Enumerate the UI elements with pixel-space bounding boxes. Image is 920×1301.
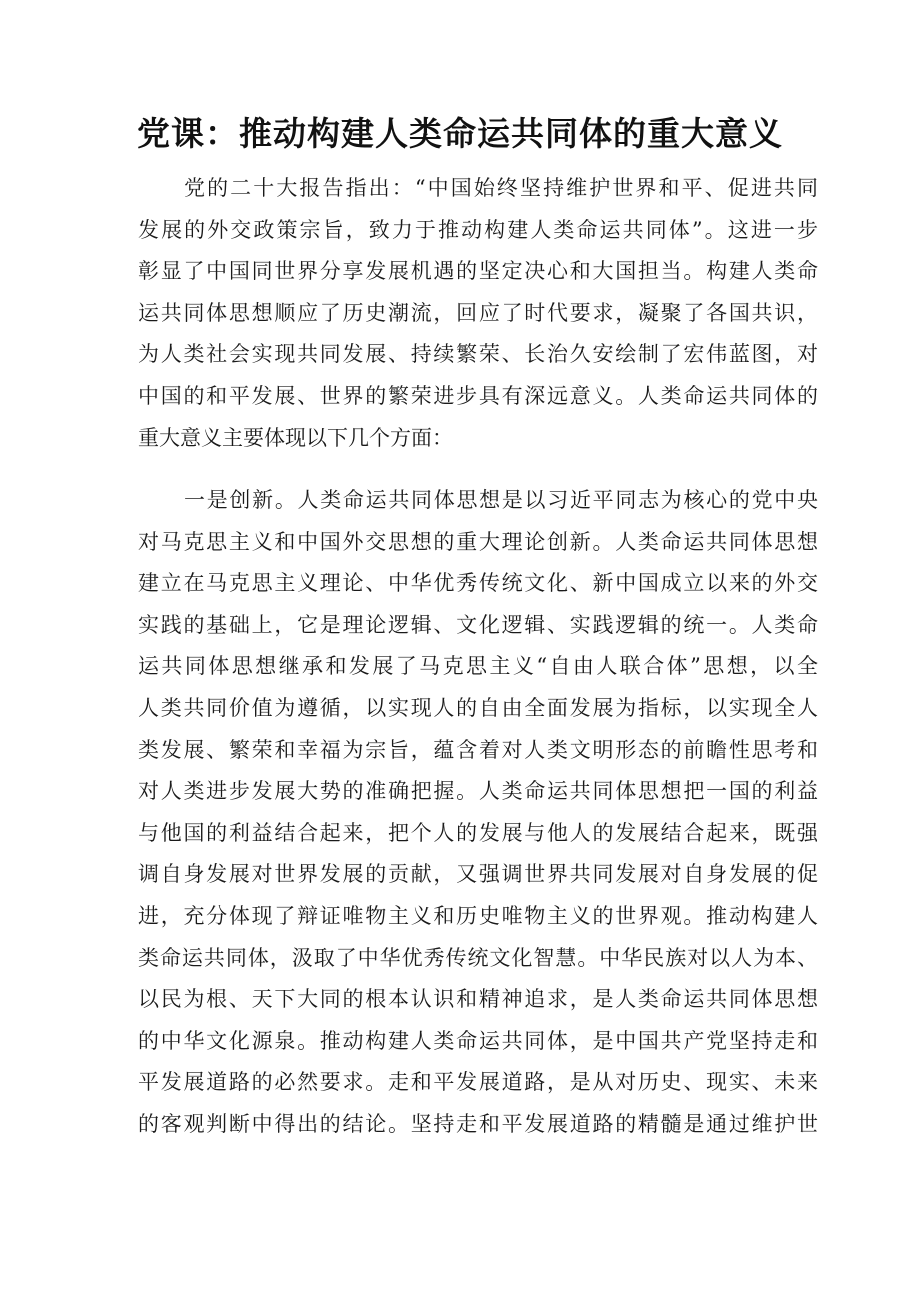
paragraph-line: 党的二十大报告指出：“中国始终坚持维护世界和平、促进共同 <box>184 176 818 200</box>
paragraph-line: 对人类进步发展大势的准确把握。人类命运共同体思想把一国的利益 <box>138 779 818 804</box>
paragraph-line: 一是创新。人类命运共同体思想是以习近平同志为核心的党中央 <box>184 488 818 512</box>
paragraph-line: 为人类社会实现共同发展、持续繁荣、长治久安绘制了宏伟蓝图，对 <box>138 342 818 367</box>
paragraph-line: 人类共同价值为遵循，以实现人的自由全面发展为指标，以实现全人 <box>138 695 818 720</box>
paragraph-intro <box>138 168 818 459</box>
paragraph-line: 中国的和平发展、世界的繁荣进步具有深远意义。人类命运共同体的 <box>138 383 818 408</box>
paragraph-line: 的中华文化源泉。推动构建人类命运共同体，是中国共产党坚持走和 <box>138 1028 818 1053</box>
paragraph-innovation <box>138 480 818 1146</box>
paragraph-line: 与他国的利益结合起来，把个人的发展与他人的发展结合起来，既强 <box>138 820 818 845</box>
paragraph-line: 的客观判断中得出的结论。坚持走和平发展道路的精髓是通过维护世 <box>138 1111 818 1136</box>
paragraph-line: 类发展、繁荣和幸福为宗旨，蕴含着对人类文明形态的前瞻性思考和 <box>138 737 818 762</box>
paragraph-line: 发展的外交政策宗旨，致力于推动构建人类命运共同体”。这进一步 <box>138 217 818 242</box>
paragraph-line: 以民为根、天下大同的根本认识和精神追求，是人类命运共同体思想 <box>138 987 818 1012</box>
paragraph-line: 运共同体思想顺应了历史潮流，回应了时代要求，凝聚了各国共识， <box>138 300 818 325</box>
paragraph-line: 建立在马克思主义理论、中华优秀传统文化、新中国成立以来的外交 <box>138 571 818 596</box>
document-title: 党课：推动构建人类命运共同体的重大意义 <box>137 114 783 153</box>
paragraph-line: 类命运共同体，汲取了中华优秀传统文化智慧。中华民族对以人为本、 <box>138 945 818 970</box>
paragraph-line: 调自身发展对世界发展的贡献，又强调世界共同发展对自身发展的促 <box>138 862 818 887</box>
paragraph-line: 重大意义主要体现以下几个方面： <box>138 425 453 450</box>
paragraph-line: 彰显了中国同世界分享发展机遇的坚定决心和大国担当。构建人类命 <box>138 259 818 284</box>
paragraph-line: 对马克思主义和中国外交思想的重大理论创新。人类命运共同体思想 <box>138 529 818 554</box>
paragraph-line: 进，充分体现了辩证唯物主义和历史唯物主义的世界观。推动构建人 <box>138 903 818 928</box>
paragraph-line: 平发展道路的必然要求。走和平发展道路，是从对历史、现实、未来 <box>138 1070 818 1095</box>
paragraph-line: 实践的基础上，它是理论逻辑、文化逻辑、实践逻辑的统一。人类命 <box>138 612 818 637</box>
paragraph-line: 运共同体思想继承和发展了马克思主义“自由人联合体”思想，以全 <box>138 654 818 679</box>
